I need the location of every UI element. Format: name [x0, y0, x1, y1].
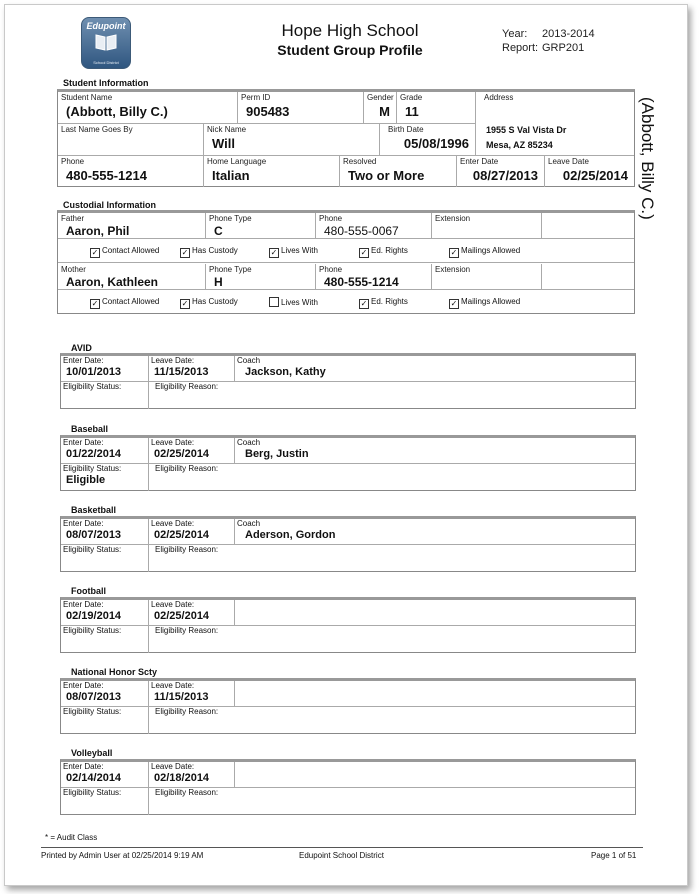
eligibility-reason-label: Eligibility Reason: [155, 707, 219, 716]
report-label: Report: [502, 42, 539, 54]
extension-label: Extension [435, 265, 471, 274]
resolved: Two or More [348, 168, 425, 183]
father-ed-rights-checkbox [359, 246, 408, 258]
address-label: Address [484, 93, 514, 102]
coach-name: Berg, Justin [245, 448, 309, 460]
mother-lives-with-checkbox [269, 297, 318, 307]
eligibility-reason-cell [149, 788, 635, 815]
home-language-label: Home Language [207, 157, 267, 166]
leave-date: 02/25/2014 [154, 529, 210, 541]
student-name: (Abbott, Billy C.) [66, 104, 168, 119]
mother-cell [58, 264, 206, 290]
audit-class-note: * = Audit Class [45, 833, 98, 842]
coach-cell [235, 762, 635, 788]
leave-date-cell [149, 519, 235, 545]
activity-title: AVID [71, 343, 92, 353]
book-icon [94, 32, 118, 52]
mother-name: Aaron, Kathleen [66, 275, 159, 289]
home-language: Italian [212, 168, 250, 183]
phone-cell [58, 156, 204, 187]
leave-date-cell [149, 438, 235, 464]
gender-cell [364, 92, 397, 124]
father-blank-cell [542, 213, 634, 239]
enter-date-label: Enter Date [460, 157, 499, 166]
activity-title: Volleyball [71, 748, 113, 758]
birth-date: 05/08/1996 [403, 136, 469, 151]
checkbox-label: Ed. Rights [371, 246, 408, 255]
leave-date: 11/15/2013 [154, 366, 209, 378]
resolved-cell [340, 156, 457, 187]
enter-date-label: Enter Date: [63, 681, 104, 690]
grade-cell [397, 92, 476, 124]
perm-id-cell [238, 92, 364, 124]
printed-by: Printed by Admin User at 02/25/2014 9:19 AM [41, 851, 204, 860]
nick-name-cell [204, 124, 380, 156]
checkbox-box: ✓ [360, 299, 368, 308]
coach-name: Aderson, Gordon [245, 529, 336, 541]
phone-label: Phone [319, 265, 343, 274]
phone-label: Phone [319, 214, 343, 223]
eligibility-status-cell [61, 788, 149, 815]
leave-date-cell [149, 762, 235, 788]
enter-date: 08/07/2013 [66, 529, 122, 541]
logo-subtext: School District [93, 60, 119, 65]
page-number: Page 1 of 51 [591, 851, 637, 860]
birth-date-label: Birth Date [388, 125, 424, 134]
last-name-goes-by-cell [58, 124, 204, 156]
perm-id-label: Perm ID [241, 93, 271, 102]
checkbox-label: Ed. Rights [371, 297, 408, 306]
activity-card-baseball [60, 435, 636, 491]
enter-date-label: Enter Date: [63, 600, 104, 609]
leave-date: 02/25/2014 [154, 448, 210, 460]
logo-text: Edupoint [86, 21, 126, 31]
leave-date-cell [149, 681, 235, 707]
checkbox-label: Has Custody [192, 246, 238, 255]
eligibility-reason-cell [149, 626, 635, 653]
address-line-2: Mesa, AZ 85234 [486, 140, 553, 150]
coach-cell [235, 600, 635, 626]
coach-label: Coach [237, 519, 261, 528]
coach-cell [235, 681, 635, 707]
school-name: Hope High School [281, 21, 419, 40]
father-phone-type-cell [206, 213, 316, 239]
checkbox-label: Contact Allowed [102, 297, 160, 306]
address-line-1: 1955 S Val Vista Dr [486, 125, 567, 135]
eligibility-reason-label: Eligibility Reason: [155, 545, 219, 554]
enter-date-label: Enter Date: [63, 356, 104, 365]
eligibility-status-label: Eligibility Status: [63, 626, 122, 635]
mother-blank-cell [542, 264, 634, 290]
father-mailings-allowed-checkbox [449, 246, 520, 258]
extension-label: Extension [435, 214, 471, 223]
phone-type-label: Phone Type [209, 265, 252, 274]
checkbox-box [269, 297, 279, 307]
leave-date-cell [545, 156, 634, 187]
footer-divider [41, 847, 643, 848]
checkbox-box: ✓ [360, 248, 368, 257]
grade-label: Grade [400, 93, 423, 102]
mother-phone-cell [316, 264, 432, 290]
father-phone: 480-555-0067 [324, 224, 399, 238]
leave-date-cell [149, 600, 235, 626]
mother-phone: 480-555-1214 [324, 275, 399, 289]
father-has-custody-checkbox [180, 246, 238, 258]
student-info-title: Student Information [63, 78, 149, 88]
leave-date-label: Leave Date: [151, 762, 195, 771]
eligibility-reason-label: Eligibility Reason: [155, 382, 219, 391]
mother-extension-cell [432, 264, 542, 290]
enter-date-label: Enter Date: [63, 519, 104, 528]
perm-id: 905483 [246, 104, 290, 119]
eligibility-reason-cell [149, 707, 635, 734]
activity-title: Football [71, 586, 106, 596]
year-label: Year: [502, 28, 528, 40]
home-language-cell [204, 156, 340, 187]
father-name: Aaron, Phil [66, 224, 130, 238]
leave-date: 02/25/2014 [154, 610, 210, 622]
father-contact-allowed-checkbox [90, 246, 159, 258]
eligibility-status-label: Eligibility Status: [63, 382, 122, 391]
report-page [4, 4, 688, 886]
coach-name: Jackson, Kathy [245, 366, 326, 378]
nick-name-label: Nick Name [207, 125, 247, 134]
checkbox-box: ✓ [270, 248, 278, 257]
enter-date: 02/19/2014 [66, 610, 122, 622]
checkbox-box: ✓ [181, 299, 189, 308]
coach-cell [235, 438, 635, 464]
activity-title: National Honor Scty [71, 667, 158, 677]
mother-has-custody-checkbox [180, 297, 238, 309]
checkbox-label: Contact Allowed [102, 246, 160, 255]
edupoint-logo [81, 17, 131, 69]
report-title: Student Group Profile [277, 42, 423, 58]
leave-date-label: Leave Date: [151, 681, 195, 690]
father-phone-cell [316, 213, 432, 239]
eligibility-reason-cell [149, 464, 635, 491]
student-name-label: Student Name [61, 93, 113, 102]
eligibility-status-label: Eligibility Status: [63, 788, 122, 797]
leave-date: 11/15/2013 [154, 691, 209, 703]
enter-date-cell [61, 762, 149, 788]
enter-date-cell [457, 156, 545, 187]
enter-date-label: Enter Date: [63, 762, 104, 771]
district-name: Edupoint School District [299, 851, 384, 860]
mother-flags-row [58, 290, 634, 314]
activity-card-basketball [60, 516, 636, 572]
phone-type-label: Phone Type [209, 214, 252, 223]
leave-date: 02/18/2014 [154, 772, 210, 784]
report-code: GRP201 [542, 42, 585, 54]
student-info-box [57, 89, 635, 187]
student-name-cell [58, 92, 238, 124]
leave-date-label: Leave Date: [151, 519, 195, 528]
checkbox-label: Lives With [281, 246, 318, 255]
eligibility-reason-label: Eligibility Reason: [155, 626, 219, 635]
enter-date: 08/07/2013 [66, 691, 122, 703]
eligibility-status-cell [61, 382, 149, 409]
enter-date: 10/01/2013 [66, 366, 122, 378]
checkbox-box: ✓ [181, 248, 189, 257]
enter-date-label: Enter Date: [63, 438, 104, 447]
father-lives-with-checkbox [269, 246, 318, 258]
eligibility-reason-cell [149, 545, 635, 572]
enter-date-cell [61, 600, 149, 626]
activity-title: Basketball [71, 505, 117, 515]
leave-date-label: Leave Date: [151, 438, 195, 447]
activity-card-volleyball [60, 759, 636, 815]
eligibility-status-label: Eligibility Status: [63, 545, 122, 554]
leave-date-label: Leave Date [548, 157, 589, 166]
eligibility-status-cell [61, 626, 149, 653]
vertical-student-name: (Abbott, Billy C.) [638, 97, 657, 220]
father-extension-cell [432, 213, 542, 239]
father-cell [58, 213, 206, 239]
enter-date-cell [61, 681, 149, 707]
checkbox-box: ✓ [450, 299, 458, 308]
coach-cell [235, 356, 635, 382]
checkbox-box: ✓ [91, 248, 99, 257]
leave-date-label: Leave Date: [151, 356, 195, 365]
mother-contact-allowed-checkbox [90, 297, 159, 309]
year-value: 2013-2014 [542, 28, 595, 40]
enter-date: 08/27/2013 [472, 168, 538, 183]
phone-label: Phone [61, 157, 85, 166]
leave-date-label: Leave Date: [151, 600, 195, 609]
leave-date-cell [149, 356, 235, 382]
activity-card-football [60, 597, 636, 653]
resolved-label: Resolved [343, 157, 377, 166]
father-label: Father [61, 214, 85, 223]
enter-date-cell [61, 519, 149, 545]
enter-date: 01/22/2014 [66, 448, 122, 460]
father-phone-type: C [214, 224, 223, 238]
activity-card-national-honor-scty [60, 678, 636, 734]
eligibility-status-label: Eligibility Status: [63, 707, 122, 716]
eligibility-status: Eligible [66, 474, 106, 486]
last-name-goes-by-label: Last Name Goes By [61, 125, 133, 134]
checkbox-label: Mailings Allowed [461, 246, 521, 255]
custodial-info-title: Custodial Information [63, 200, 156, 210]
nick-name: Will [212, 136, 235, 151]
mother-phone-type-cell [206, 264, 316, 290]
grade: 11 [405, 104, 419, 119]
gender-label: Gender [367, 93, 394, 102]
activity-title: Baseball [71, 424, 109, 434]
mother-mailings-allowed-checkbox [449, 297, 520, 309]
enter-date: 02/14/2014 [66, 772, 122, 784]
checkbox-label: Mailings Allowed [461, 297, 521, 306]
checkbox-label: Has Custody [192, 297, 238, 306]
mother-ed-rights-checkbox [359, 297, 408, 309]
activity-card-avid [60, 353, 636, 409]
eligibility-reason-label: Eligibility Reason: [155, 788, 219, 797]
custodial-info-box [57, 210, 635, 314]
gender: M [379, 104, 390, 119]
coach-label: Coach [237, 356, 261, 365]
eligibility-status-cell [61, 545, 149, 572]
student-phone: 480-555-1214 [66, 168, 147, 183]
coach-cell [235, 519, 635, 545]
checkbox-box: ✓ [91, 299, 99, 308]
checkbox-label: Lives With [281, 298, 318, 307]
eligibility-status-label: Eligibility Status: [63, 464, 122, 473]
eligibility-reason-cell [149, 382, 635, 409]
mother-phone-type: H [214, 275, 223, 289]
father-flags-row [58, 239, 634, 263]
enter-date-cell [61, 356, 149, 382]
leave-date: 02/25/2014 [562, 168, 628, 183]
eligibility-status-cell [61, 464, 149, 491]
mother-label: Mother [61, 265, 86, 274]
birth-date-cell [380, 124, 476, 156]
coach-label: Coach [237, 438, 261, 447]
eligibility-status-cell [61, 707, 149, 734]
eligibility-reason-label: Eligibility Reason: [155, 464, 219, 473]
checkbox-box: ✓ [450, 248, 458, 257]
enter-date-cell [61, 438, 149, 464]
address-cell [476, 92, 634, 156]
